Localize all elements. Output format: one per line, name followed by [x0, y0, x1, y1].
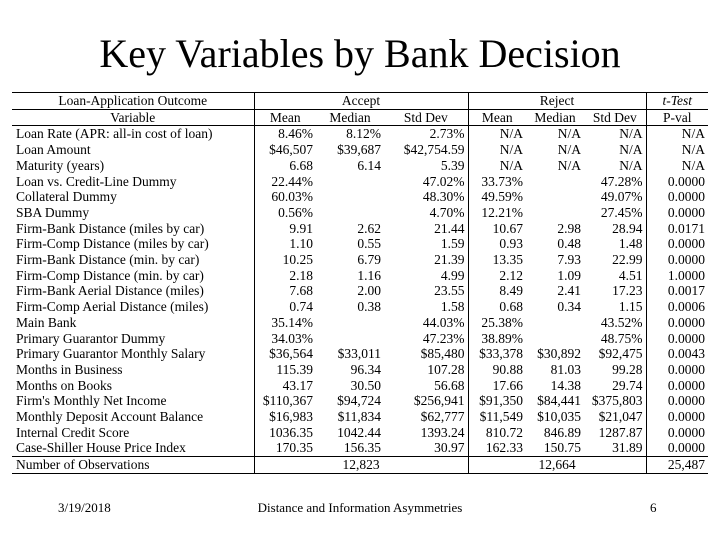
row-variable: Months on Books [12, 378, 254, 394]
table-cell: 35.14% [271, 314, 313, 330]
bank-decision-table [12, 92, 708, 474]
table-cell: 4.70% [384, 205, 468, 221]
table-row [12, 174, 708, 190]
table-cell: 170.35 [275, 440, 313, 456]
table-cell: N/A [499, 142, 523, 158]
table-cell: $94,724 [337, 393, 381, 409]
col-variable: Variable [12, 109, 254, 126]
table-cell: 1036.35 [269, 424, 313, 440]
table-cell: 25.38% [481, 314, 523, 330]
table-row [12, 142, 708, 158]
table-cell: 0.34 [557, 299, 581, 315]
table-cell: 6.79 [357, 252, 381, 268]
table-cell: 0.0000 [667, 252, 705, 268]
table-cell: $110,367 [262, 393, 313, 409]
table-row [12, 315, 708, 331]
table-cell: 60.03% [271, 189, 313, 205]
table-cell: $85,480 [384, 346, 468, 362]
table-cell: 107.28 [384, 362, 468, 378]
table-cell [316, 174, 384, 190]
table-cell: 48.75% [584, 331, 646, 347]
table-cell: N/A [499, 157, 523, 173]
table-cell: $42,754.59 [384, 142, 468, 158]
table-cell: 81.03 [550, 361, 581, 377]
table-cell: 22.44% [271, 173, 313, 189]
table-cell: 1.16 [357, 267, 381, 283]
table-cell: 0.0171 [667, 220, 705, 236]
table-cell: 5.39 [384, 158, 468, 174]
table-cell: 115.39 [276, 361, 313, 377]
table-cell: N/A [584, 158, 646, 174]
table-cell: $11,834 [337, 409, 381, 425]
row-variable: Firm-Comp Distance (miles by car) [12, 236, 254, 252]
table-cell: N/A [584, 126, 646, 142]
table-cell: 0.0000 [667, 173, 705, 189]
table-cell: 810.72 [485, 424, 523, 440]
table-row [12, 440, 708, 456]
table-cell: 49.07% [584, 189, 646, 205]
table-cell: 0.55 [357, 236, 381, 252]
table-cell: 10.25 [282, 252, 313, 268]
table-row [12, 283, 708, 299]
table-cell: 1.48 [584, 236, 646, 252]
table-row [12, 252, 708, 268]
table-cell: N/A [557, 126, 581, 142]
col-reject-mean: Mean [468, 109, 526, 126]
table-cell: 0.0000 [667, 189, 705, 205]
table-cell [316, 315, 384, 331]
row-variable: Primary Guarantor Monthly Salary [12, 346, 254, 362]
col-reject-median: Median [526, 109, 584, 126]
header-accept: Accept [254, 93, 468, 110]
table-cell: 48.30% [384, 189, 468, 205]
row-variable: Months in Business [12, 362, 254, 378]
table-cell: 0.93 [499, 236, 523, 252]
col-accept-mean: Mean [254, 109, 316, 126]
table-cell: 30.50 [350, 377, 381, 393]
header-ttest: t-Test [646, 93, 708, 110]
table-cell: 30.97 [384, 440, 468, 456]
table-cell: 1.09 [557, 267, 581, 283]
col-accept-stddev: Std Dev [384, 109, 468, 126]
table-cell [526, 315, 584, 331]
row-variable: Firm-Bank Distance (miles by car) [12, 221, 254, 237]
table-cell: 8.49 [499, 283, 523, 299]
table-cell: 0.0000 [667, 377, 705, 393]
col-reject-stddev: Std Dev [584, 109, 646, 126]
table-cell: 29.74 [584, 378, 646, 394]
observations-reject: 12,664 [468, 457, 646, 474]
table-cell: 2.62 [357, 220, 381, 236]
slide-title: Key Variables by Bank Decision [99, 31, 621, 76]
observations-total: 25,487 [646, 457, 708, 474]
table-row [12, 221, 708, 237]
table-cell [316, 331, 384, 347]
table-cell: N/A [499, 126, 523, 142]
footer-title: Distance and Information Asymmetries [257, 500, 463, 515]
observations-label: Number of Observations [12, 457, 254, 474]
table-cell: 1.58 [384, 299, 468, 315]
table-cell: 17.66 [492, 377, 523, 393]
table-cell: 22.99 [584, 252, 646, 268]
table-cell: $39,687 [337, 142, 381, 158]
table-cell: 1.15 [584, 299, 646, 315]
row-variable: Internal Credit Score [12, 425, 254, 441]
table-cell: $16,983 [269, 409, 313, 425]
table-cell: 14.38 [550, 377, 581, 393]
table-cell: 47.23% [384, 331, 468, 347]
table-cell: 47.28% [584, 174, 646, 190]
table-cell: 0.0017 [667, 283, 705, 299]
table-cell: 4.99 [384, 268, 468, 284]
row-variable: Case-Shiller House Price Index [12, 440, 254, 456]
table-cell: 1042.44 [337, 424, 381, 440]
table-body [12, 126, 708, 457]
table-cell: 1.59 [384, 236, 468, 252]
table-row [12, 425, 708, 441]
table-cell: 2.41 [557, 283, 581, 299]
table-cell: $46,507 [269, 142, 313, 158]
table-cell: 34.03% [271, 330, 313, 346]
table-cell: $91,350 [479, 393, 523, 409]
table-cell: N/A [584, 142, 646, 158]
footer-date: 3/19/2018 [58, 500, 111, 515]
table-cell: 90.88 [492, 361, 523, 377]
table-cell: $21,047 [584, 409, 646, 425]
table-cell: 0.0000 [667, 409, 705, 425]
table-cell: 6.14 [357, 157, 381, 173]
table-cell: 21.44 [384, 221, 468, 237]
table-cell: 1.10 [289, 236, 313, 252]
table-cell: N/A [681, 126, 705, 142]
col-pval: P-val [646, 109, 708, 126]
table-cell: 1287.87 [584, 425, 646, 441]
table-cell: 43.52% [584, 315, 646, 331]
table-row [12, 236, 708, 252]
table-cell: 49.59% [481, 189, 523, 205]
col-accept-median: Median [316, 109, 384, 126]
table-cell: $256,941 [384, 393, 468, 409]
table-cell: $11,549 [479, 409, 523, 425]
table-cell [526, 205, 584, 221]
table-cell [526, 331, 584, 347]
table-cell: 2.12 [499, 267, 523, 283]
table-cell: 43.17 [282, 377, 313, 393]
table-cell: 56.68 [384, 378, 468, 394]
table-cell: N/A [557, 157, 581, 173]
table-cell: 8.12% [346, 126, 381, 142]
table-row [12, 158, 708, 174]
observations-accept: 12,823 [254, 457, 468, 474]
header-reject: Reject [468, 93, 646, 110]
table-cell [526, 189, 584, 205]
row-variable: Loan vs. Credit-Line Dummy [12, 174, 254, 190]
table-cell: $84,441 [537, 393, 581, 409]
table-cell: 0.56% [278, 204, 313, 220]
table-cell: 0.0000 [667, 361, 705, 377]
table-row [12, 268, 708, 284]
table-cell: 2.98 [557, 220, 581, 236]
table-row [12, 126, 708, 142]
table-cell: 0.0000 [667, 440, 705, 456]
table-cell: 0.38 [357, 299, 381, 315]
table-cell: 38.89% [481, 330, 523, 346]
table-cell: 33.73% [481, 173, 523, 189]
table-cell: 21.39 [384, 252, 468, 268]
page-number: 6 [650, 500, 657, 515]
row-variable: Firm-Comp Aerial Distance (miles) [12, 299, 254, 315]
table-cell: 7.68 [289, 283, 313, 299]
row-variable: Monthly Deposit Account Balance [12, 409, 254, 425]
table-cell: $62,777 [384, 409, 468, 425]
table-cell: 12.21% [481, 204, 523, 220]
table-cell: 162.33 [485, 440, 523, 456]
table-row [12, 393, 708, 409]
table-cell: $33,378 [479, 346, 523, 362]
table-cell: 150.75 [543, 440, 581, 456]
header-outcome: Loan-Application Outcome [12, 93, 254, 110]
table-cell: 99.28 [584, 362, 646, 378]
table-row [12, 299, 708, 315]
table-cell: 0.0000 [667, 424, 705, 440]
table-cell: 2.73% [384, 126, 468, 142]
table-cell: 0.0000 [667, 330, 705, 346]
row-variable: Maturity (years) [12, 158, 254, 174]
table-row [12, 362, 708, 378]
table-cell: $10,035 [537, 409, 581, 425]
row-variable: Firm-Comp Distance (min. by car) [12, 268, 254, 284]
row-variable: Firm's Monthly Net Income [12, 393, 254, 409]
table-row [12, 378, 708, 394]
row-variable: Primary Guarantor Dummy [12, 331, 254, 347]
table-cell: 2.00 [357, 283, 381, 299]
table-cell: 9.91 [289, 220, 313, 236]
row-variable: Firm-Bank Distance (min. by car) [12, 252, 254, 268]
table-cell: 4.51 [584, 268, 646, 284]
table-cell [316, 189, 384, 205]
row-variable: Main Bank [12, 315, 254, 331]
table-cell: 846.89 [543, 424, 581, 440]
table-cell [526, 174, 584, 190]
table-cell: 0.0000 [667, 393, 705, 409]
table-cell: 28.94 [584, 221, 646, 237]
table-cell: $30,892 [537, 346, 581, 362]
table-cell: 47.02% [384, 174, 468, 190]
table-cell: 44.03% [384, 315, 468, 331]
table-row [12, 409, 708, 425]
table-cell: 2.18 [289, 267, 313, 283]
table-cell: 1393.24 [384, 425, 468, 441]
table-cell: 10.67 [492, 220, 523, 236]
row-variable: Loan Amount [12, 142, 254, 158]
table-cell: 156.35 [343, 440, 381, 456]
table-cell: 13.35 [492, 252, 523, 268]
table-cell: N/A [681, 142, 705, 158]
row-variable: Collateral Dummy [12, 189, 254, 205]
table-row [12, 346, 708, 362]
table-cell: N/A [681, 157, 705, 173]
row-variable: SBA Dummy [12, 205, 254, 221]
table-cell: 27.45% [584, 205, 646, 221]
table-cell: 0.68 [499, 299, 523, 315]
table-cell: 23.55 [384, 283, 468, 299]
table-row [12, 205, 708, 221]
table-cell: $375,803 [584, 393, 646, 409]
table-cell: $33,011 [337, 346, 381, 362]
row-variable: Loan Rate (APR: all-in cost of loan) [12, 126, 254, 142]
table-cell: 7.93 [557, 252, 581, 268]
table-cell: 31.89 [584, 440, 646, 456]
table-cell: 1.0000 [667, 267, 705, 283]
table-cell: $36,564 [269, 346, 313, 362]
table-cell: 0.0043 [667, 346, 705, 362]
table-cell: 0.0000 [667, 204, 705, 220]
table-cell: 6.68 [289, 157, 313, 173]
table-cell: 96.34 [350, 361, 381, 377]
table-cell: 0.0000 [667, 236, 705, 252]
table-cell: 17.23 [584, 283, 646, 299]
table-cell: 0.0006 [667, 299, 705, 315]
table-cell [316, 205, 384, 221]
table-cell: N/A [557, 142, 581, 158]
table-cell: 8.46% [278, 126, 313, 142]
table-cell: $92,475 [584, 346, 646, 362]
table-cell: 0.74 [289, 299, 313, 315]
table-cell: 0.0000 [667, 314, 705, 330]
table-row [12, 189, 708, 205]
table-cell: 0.48 [557, 236, 581, 252]
table-row [12, 331, 708, 347]
row-variable: Firm-Bank Aerial Distance (miles) [12, 283, 254, 299]
